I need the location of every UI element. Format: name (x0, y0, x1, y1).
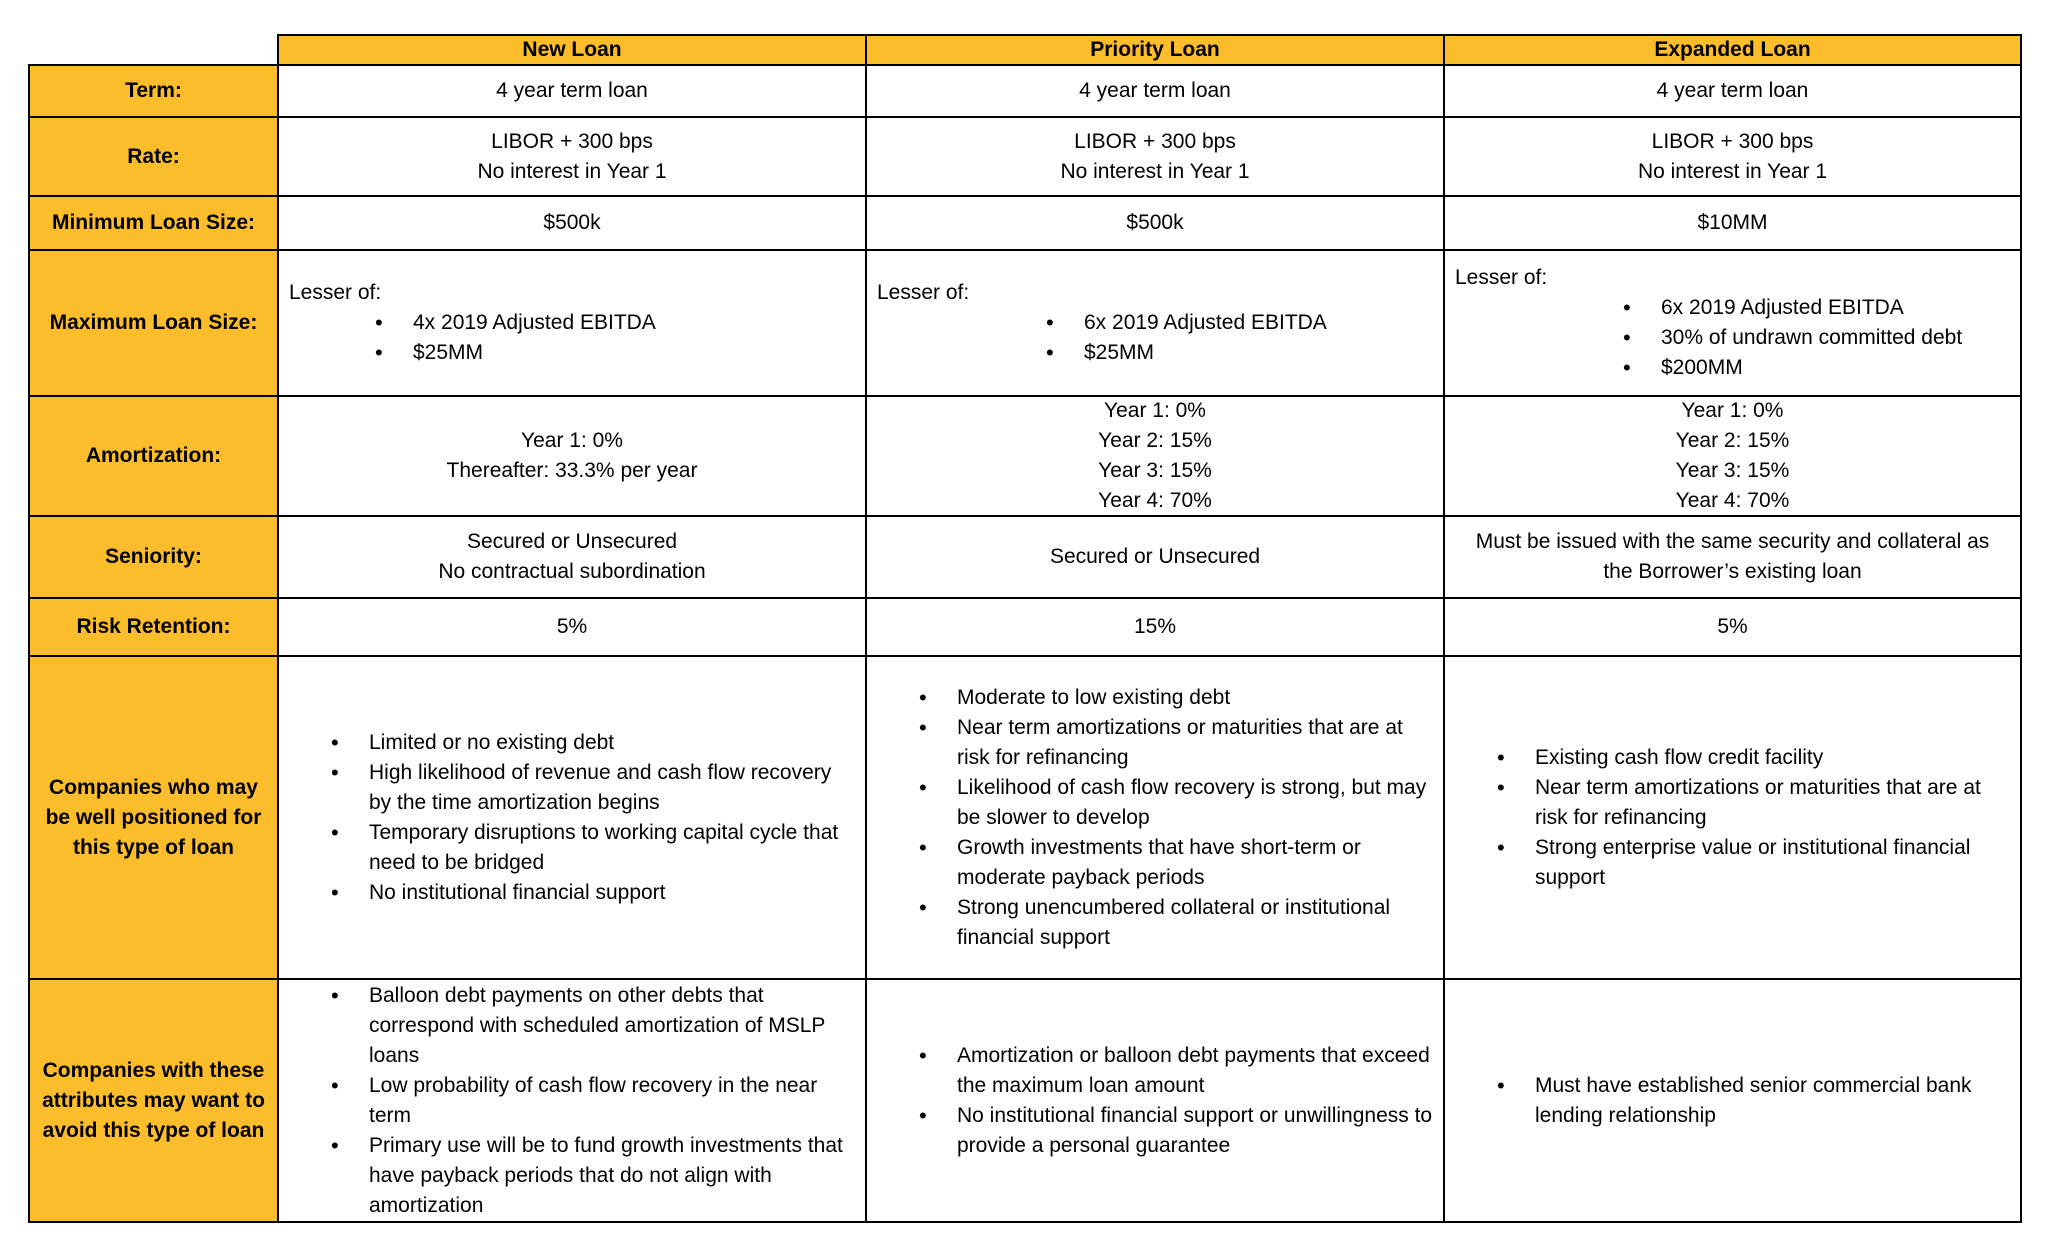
list-item: • Strong enterprise value or institutional financial support (1495, 833, 2012, 893)
column-header-expanded-loan: Expanded Loan (1443, 34, 2020, 64)
list-item: • 6x 2019 Adjusted EBITDA (1621, 293, 2010, 323)
row-label-well-positioned: Companies who may be well positioned for this type of loan (28, 655, 277, 978)
min-loan-expanded-loan (1443, 195, 2020, 249)
well-positioned-priority-loan (865, 655, 1443, 978)
term-priority-loan (865, 64, 1443, 116)
list-item: • Moderate to low existing debt (917, 683, 1435, 713)
rate-expanded-loan (1443, 116, 2020, 195)
row-label-risk-retention: Risk Retention: (28, 597, 277, 655)
avoid-priority-loan (865, 978, 1443, 1221)
well-positioned-list (1495, 743, 2012, 893)
amortization-line: Thereafter: 33.3% per year (446, 459, 698, 482)
lesser-of-label: Lesser of: (289, 281, 382, 304)
row-label-seniority: Seniority: (28, 515, 277, 597)
amortization-line: Year 3: 15% (1098, 459, 1212, 482)
row-label-maximum-loan-size: Maximum Loan Size: (28, 249, 277, 395)
amortization-line: Year 1: 0% (1681, 399, 1784, 422)
list-item: • 4x 2019 Adjusted EBITDA (373, 308, 855, 338)
rate-line: LIBOR + 300 bps (491, 129, 653, 153)
list-item: • $25MM (1044, 338, 1433, 368)
risk-retention-value: 15% (1133, 615, 1177, 638)
seniority-line: the Borrower’s existing loan (1603, 560, 1862, 583)
term-value: 4 year term loan (1656, 79, 1809, 102)
list-item: • Amortization or balloon debt payments that exceed the maximum loan amount (917, 1041, 1435, 1101)
rate-line: No interest in Year 1 (1637, 159, 1828, 183)
seniority-line: Must be issued with the same security and collateral as (1475, 530, 1990, 553)
max-loan-new-loan (277, 249, 865, 395)
max-loan-list (1621, 293, 2010, 383)
well-positioned-list (329, 728, 855, 908)
rate-line: LIBOR + 300 bps (1651, 129, 1814, 153)
amortization-line: Year 2: 15% (1675, 429, 1790, 452)
avoid-list (917, 1041, 1435, 1161)
rate-line: No interest in Year 1 (477, 159, 667, 183)
min-loan-new-loan (277, 195, 865, 249)
amortization-priority-loan (865, 395, 1443, 515)
row-label-avoid: Companies with these attributes may want to avoid this type of loan (28, 978, 277, 1221)
row-label-minimum-loan-size: Minimum Loan Size: (28, 195, 277, 249)
amortization-line: Year 2: 15% (1098, 429, 1212, 452)
term-new-loan (277, 64, 865, 116)
avoid-list (1495, 1071, 2012, 1131)
list-item: • High likelihood of revenue and cash flow recovery by the time amortization begins (329, 758, 855, 818)
list-item: • Must have established senior commercial bank lending relationship (1495, 1071, 2012, 1131)
avoid-list (329, 981, 855, 1221)
rate-priority-loan (865, 116, 1443, 195)
term-value: 4 year term loan (496, 79, 648, 102)
max-loan-priority-loan (865, 249, 1443, 395)
list-item: • Low probability of cash flow recovery in the near term (329, 1071, 855, 1131)
well-positioned-expanded-loan (1443, 655, 2020, 978)
seniority-line: No contractual subordination (438, 560, 706, 583)
min-loan-value: $10MM (1697, 211, 1768, 234)
min-loan-value: $500k (1126, 211, 1184, 234)
max-loan-list (1044, 308, 1433, 368)
column-header-priority-loan: Priority Loan (865, 34, 1443, 64)
seniority-expanded-loan (1443, 515, 2020, 597)
lesser-of-label: Lesser of: (877, 281, 970, 304)
max-loan-list (373, 308, 855, 368)
list-item: • Temporary disruptions to working capital cycle that need to be bridged (329, 818, 855, 878)
risk-retention-value: 5% (1717, 615, 1748, 638)
column-header-new-loan: New Loan (277, 34, 865, 64)
well-positioned-list (917, 683, 1435, 953)
table-corner (28, 34, 277, 64)
risk-retention-value: 5% (556, 615, 588, 638)
loan-comparison-table (28, 34, 2022, 1223)
row-label-term: Term: (28, 64, 277, 116)
max-loan-expanded-loan (1443, 249, 2020, 395)
amortization-line: Year 4: 70% (1675, 489, 1790, 512)
list-item: • No institutional financial support or unwillingness to provide a personal guarantee (917, 1101, 1435, 1161)
lesser-of-label: Lesser of: (1455, 266, 1548, 289)
list-item: • No institutional financial support (329, 878, 855, 908)
risk-retention-priority-loan (865, 597, 1443, 655)
seniority-line: Secured or Unsecured (466, 530, 678, 553)
list-item: • Near term amortizations or maturities that are at risk for refinancing (1495, 773, 2012, 833)
avoid-new-loan (277, 978, 865, 1221)
well-positioned-new-loan (277, 655, 865, 978)
list-item: • 30% of undrawn committed debt (1621, 323, 2010, 353)
seniority-new-loan (277, 515, 865, 597)
list-item: • Growth investments that have short-term or moderate payback periods (917, 833, 1435, 893)
row-label-rate: Rate: (28, 116, 277, 195)
term-value: 4 year term loan (1079, 79, 1231, 102)
list-item: • Limited or no existing debt (329, 728, 855, 758)
list-item: • Strong unencumbered collateral or institutional financial support (917, 893, 1435, 953)
amortization-line: Year 3: 15% (1675, 459, 1790, 482)
list-item: • Primary use will be to fund growth investments that have payback periods that do not align with amortization (329, 1131, 855, 1221)
list-item: • $25MM (373, 338, 855, 368)
amortization-line: Year 4: 70% (1098, 489, 1212, 512)
seniority-priority-loan (865, 515, 1443, 597)
rate-line: LIBOR + 300 bps (1074, 129, 1236, 153)
list-item: • 6x 2019 Adjusted EBITDA (1044, 308, 1433, 338)
term-expanded-loan (1443, 64, 2020, 116)
min-loan-priority-loan (865, 195, 1443, 249)
rate-line: No interest in Year 1 (1060, 159, 1250, 183)
amortization-expanded-loan (1443, 395, 2020, 515)
amortization-line: Year 1: 0% (521, 429, 623, 452)
list-item: • Balloon debt payments on other debts that correspond with scheduled amortization of MSLP loans (329, 981, 855, 1071)
rate-new-loan (277, 116, 865, 195)
avoid-expanded-loan (1443, 978, 2020, 1221)
risk-retention-new-loan (277, 597, 865, 655)
amortization-new-loan (277, 395, 865, 515)
seniority-line: Secured or Unsecured (1049, 545, 1261, 568)
list-item: • $200MM (1621, 353, 2010, 383)
list-item: • Likelihood of cash flow recovery is strong, but may be slower to develop (917, 773, 1435, 833)
min-loan-value: $500k (543, 211, 601, 234)
list-item: • Existing cash flow credit facility (1495, 743, 2012, 773)
amortization-line: Year 1: 0% (1104, 399, 1206, 422)
risk-retention-expanded-loan (1443, 597, 2020, 655)
list-item: • Near term amortizations or maturities that are at risk for refinancing (917, 713, 1435, 773)
row-label-amortization: Amortization: (28, 395, 277, 515)
